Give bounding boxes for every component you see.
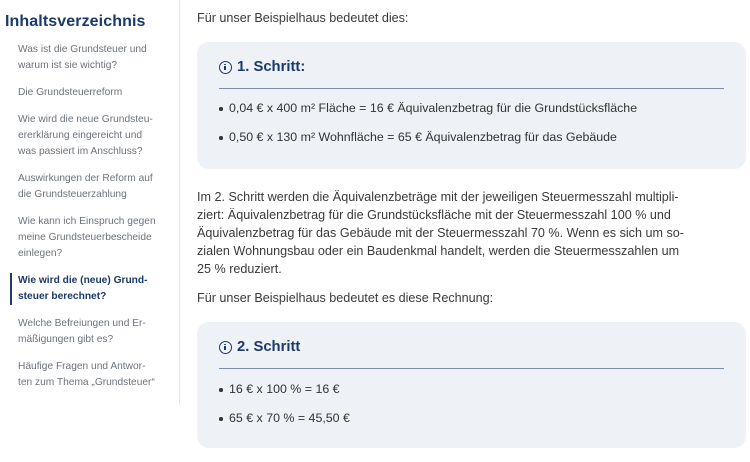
callout-heading: 1. Schritt: xyxy=(237,59,306,75)
toc-item-line: was passiert im Anschluss? xyxy=(18,146,143,157)
text-line: Im 2. Schritt werden die Äquivalenzbeträge mit der jeweiligen Steuermesszahl multipli- xyxy=(197,190,679,204)
text-line: Äquivalenzbetrag für das Gebäude mit der Steuermesszahl 70 %. Wenn es sich um so- xyxy=(197,226,684,240)
callout-header xyxy=(219,339,723,355)
list-item: 0,50 € x 130 m² Wohnfläche = 65 € Äquivalenzbetrag für das Gebäude xyxy=(219,128,637,146)
toc-item-auswirkungen[interactable] xyxy=(0,165,180,208)
toc-item-line: einlegen? xyxy=(18,248,63,259)
toc-item-line: warum ist sie wichtig? xyxy=(18,60,118,71)
toc-item-line: ten zum Thema „Grundsteuer“ xyxy=(18,377,155,388)
toc-item-faq[interactable] xyxy=(0,353,180,396)
step-2-callout xyxy=(197,322,746,448)
calc-intro-paragraph: Für unser Beispielhaus bedeutet es diese Rechnung: xyxy=(197,291,494,305)
toc-item-line: Wie wird die (neue) Grund- xyxy=(18,275,148,286)
info-icon xyxy=(219,341,232,354)
callout-divider xyxy=(219,368,724,369)
table-of-contents xyxy=(0,0,180,405)
toc-item-einspruch[interactable] xyxy=(0,208,180,267)
toc-item-befreiungen[interactable] xyxy=(0,310,180,353)
callout-heading: 2. Schritt xyxy=(237,339,301,355)
toc-item-line: Wie kann ich Einspruch gegen xyxy=(18,216,156,227)
toc-title: Inhaltsverzeichnis xyxy=(5,13,146,30)
callout-divider xyxy=(219,88,724,89)
toc-item-was-ist-grundsteuer[interactable] xyxy=(0,36,180,79)
toc-item-grundsteuererklaerung[interactable] xyxy=(0,106,180,165)
step-2-list xyxy=(219,380,350,438)
intro-paragraph: Für unser Beispielhaus bedeutet dies: xyxy=(197,11,409,25)
text-line: ziert: Äquivalenzbetrag für die Grundstücksfläche mit der Steuermesszahl 100 % und xyxy=(197,208,671,222)
step-1-list xyxy=(219,99,637,157)
toc-item-line: Häufige Fragen und Antwor- xyxy=(18,361,146,372)
step-1-callout xyxy=(197,42,746,169)
list-item: 16 € x 100 % = 16 € xyxy=(219,380,350,398)
toc-item-line: ererklärung eingereicht und xyxy=(18,130,143,141)
toc-item-line: Auswirkungen der Reform auf xyxy=(18,173,153,184)
toc-item-line: steuer berechnet? xyxy=(18,291,107,302)
toc-item-line: Wie wird die neue Grundsteu- xyxy=(18,114,153,125)
text-line: 25 % reduziert. xyxy=(197,262,282,276)
toc-item-line: die Grundsteuerzahlung xyxy=(18,189,127,200)
toc-item-line: mäßigungen gibt es? xyxy=(18,334,114,345)
toc-list xyxy=(0,36,180,396)
text-line: zialen Wohnungsbau oder ein Baudenkmal handelt, werden die Steuermesszahlen um xyxy=(197,244,680,258)
list-item: 65 € x 70 % = 45,50 € xyxy=(219,409,350,427)
list-item: 0,04 € x 400 m² Fläche = 16 € Äquivalenzbetrag für die Grundstücksfläche xyxy=(219,99,637,117)
toc-item-line: Die Grundsteuerreform xyxy=(18,87,123,98)
info-icon xyxy=(219,61,232,74)
toc-item-line: Was ist die Grundsteuer und xyxy=(18,44,147,55)
explanation-paragraph xyxy=(197,188,745,278)
toc-item-line: Welche Befreiungen und Er- xyxy=(18,318,146,329)
toc-item-grundsteuerreform[interactable] xyxy=(0,79,180,106)
callout-header xyxy=(219,59,723,75)
toc-item-line: meine Grundsteuerbescheide xyxy=(18,232,152,243)
toc-item-berechnung[interactable] xyxy=(0,267,180,310)
